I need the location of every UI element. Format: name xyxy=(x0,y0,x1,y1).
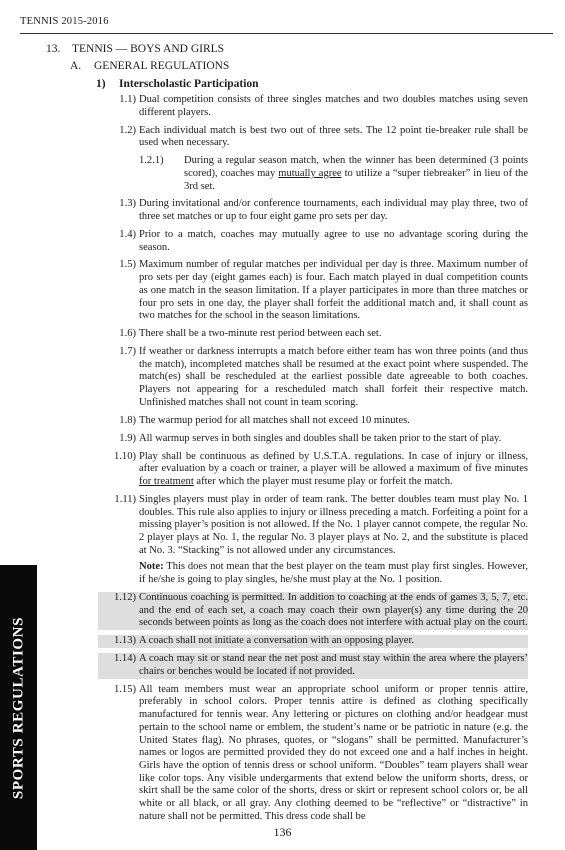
rule-item xyxy=(98,259,528,323)
rule-text: If weather or darkness interrupts a match before either team has won three points (and thus the match), incompleted matches shall be resumed at the exact point where suspended. The match(es) shall be rescheduled at the earliest possible date agreeable to both coaches. Players not appearing for a rescheduled match shall forfeit their respective match. Unfinished matches shall not count in team scoring. xyxy=(139,346,528,408)
rule-item xyxy=(98,346,528,410)
rule-text: There shall be a two-minute rest period between each set. xyxy=(139,328,382,340)
rule-item xyxy=(98,451,528,489)
note-text: This does not mean that the best player on the team must play first singles. However, if he/she is going to play singles, he/she must play at the No. 1 position. xyxy=(139,561,528,586)
rule-item xyxy=(98,229,528,254)
regulation-list xyxy=(98,94,528,829)
rule-number: 1.6) xyxy=(119,328,136,340)
rule-number: 1.10) xyxy=(114,450,136,462)
rule-text: Prior to a match, coaches may mutually agree to use no advantage scoring during the season. xyxy=(139,228,528,253)
page-number: 136 xyxy=(273,825,292,839)
rule-number: 1.1) xyxy=(119,94,136,105)
rule-number: 1.2) xyxy=(119,124,136,136)
rule-text-part: During a regular season match, when the winner has been determined (3 points scored), coaches may xyxy=(184,155,528,179)
rule-item xyxy=(98,125,528,150)
rule-text-part: to utilize a “super tiebreaker” in lieu of the 3rd set. xyxy=(184,167,528,192)
rule-item xyxy=(98,94,528,119)
rule-text: During invitational and/or conference tournaments, each individual may play three, two of three set matches or up to four eight game pro sets per day. xyxy=(139,198,528,222)
rule-text: The warmup period for all matches shall not exceed 10 minutes. xyxy=(139,414,410,426)
rule-item xyxy=(98,328,528,341)
header-rule xyxy=(20,33,553,34)
rule-item-highlighted xyxy=(98,592,528,630)
rule-text: All warmup serves in both singles and doubles shall be taken prior to the start of play. xyxy=(139,432,502,444)
subrule-item xyxy=(139,155,528,193)
rule-number: 1.4) xyxy=(119,228,136,240)
rule-number: 1.12) xyxy=(98,592,139,630)
rule-text: A coach shall not initiate a conversation with an opposing player. xyxy=(139,635,528,648)
rule-item-highlighted xyxy=(98,653,528,678)
running-head: TENNIS 2015-2016 xyxy=(20,16,109,27)
rule-item xyxy=(98,684,528,824)
rule-number: 1.3) xyxy=(119,198,136,210)
section-heading: TENNIS — BOYS AND GIRLS xyxy=(72,43,225,55)
rule-text: Maximum number of regular matches per individual per day is three. Maximum number of pro sets per day (eight games each) is four. Each match played in dual competition counts as one match in the season limitation. If a player participates in more than three matches or four pro sets in one day, the player shall forfeit the additional match and, it shall count as two matches for the school in the season limitations. xyxy=(139,259,528,322)
note-label: Note: xyxy=(139,561,164,573)
rule-number: 1.15) xyxy=(114,683,136,695)
rule-text: Each individual match is best two out of three sets. The 12 point tie-breaker rule shall be used when necessary. xyxy=(139,124,528,149)
rule-number: 1.2.1) xyxy=(139,155,164,167)
rule-note xyxy=(139,561,528,586)
rule-text-part: Singles players must play in order of team rank. The better doubles team must play No. 1 doubles. This rule also applies to injury or illness preceding a match. Forfeiting a point for a missing player’s position is not allowed. If the No. 1 player cannot compete, the regular No. 2 player plays at No. 1, the regular No. 3 player plays at No. 2, and the substitute is placed at No. 3. “Stacking” is not allowed under any circumstances. xyxy=(139,493,528,556)
part-number: 1) xyxy=(96,78,106,90)
rule-text-part: after which the player must resume play or forfeit the match. xyxy=(193,475,453,487)
rule-text xyxy=(139,451,528,489)
underlined-text: mutually agree xyxy=(278,167,342,179)
underlined-text: for treatment xyxy=(139,475,194,487)
section-title xyxy=(46,43,224,55)
rule-number: 1.8) xyxy=(119,414,136,426)
rule-number: 1.7) xyxy=(119,346,136,358)
part-title xyxy=(96,78,259,90)
subsection-number: A. xyxy=(70,60,82,72)
rule-text xyxy=(139,494,528,587)
subsection-heading: GENERAL REGULATIONS xyxy=(94,60,230,72)
side-tab-label: SPORTS REGULATIONS xyxy=(10,616,26,799)
rule-item xyxy=(98,415,528,428)
rule-number: 1.5) xyxy=(119,259,136,271)
section-number: 13. xyxy=(46,43,61,55)
rule-item-highlighted xyxy=(98,635,528,648)
subsection-title xyxy=(70,60,229,72)
rule-item xyxy=(98,198,528,223)
rule-text: All team members must wear an appropriate school uniform or proper tennis attire, preferably in school colors. Proper tennis attire is defined as clothing specifically manufactured for tennis wear. Any lettering or pictures on clothing and/or headgear must pertain to the school name or emblem, the student’s name or be patriotic in nature (e.g. the United States flag). No phrases, quotes, or “slogans” shall be permitted. Manufacturer’s names or logos are permitted provided they do not exceed one and a half inches in height. Girls have the option of tennis dress or school uniform. “Doubles” team players shall wear like color tops. Any visible undergarments that extend below the uniform shorts, dress, or skirt shall be the same color of the shorts, dress or skirt or represent school colors or, be all white or all black, or all gray. Any clothing deemed to be “reflective” or “distractive” in nature shall not be permitted. This dress code shall be xyxy=(139,683,528,822)
rule-item xyxy=(98,433,528,446)
part-heading: Interscholastic Participation xyxy=(119,78,259,90)
rule-item xyxy=(98,494,528,587)
rule-text: Continuous coaching is permitted. In addition to coaching at the ends of games 3, 5, 7, etc. and the end of each set, a coach may coach their own player(s) any time during the 20 seconds between points as long as the coach does not interfere with actual play on the court. xyxy=(139,591,528,629)
rule-number: 1.14) xyxy=(98,653,139,678)
rule-text xyxy=(184,155,528,193)
rule-text: Dual competition consists of three singles matches and two doubles matches using seven different players. xyxy=(139,94,528,118)
side-tab xyxy=(0,565,37,850)
rule-number: 1.9) xyxy=(119,432,136,444)
rule-text: A coach may sit or stand near the net post and must stay within the area where the players’ chairs or benches would be located if not provided. xyxy=(139,653,528,677)
rule-number: 1.11) xyxy=(114,493,136,505)
rule-number: 1.13) xyxy=(98,635,139,648)
rule-text-part: Play shall be continuous as defined by U.S.T.A. regulations. In case of injury or illness, after evaluation by a coach or trainer, a player will be allowed a maximum of five minutes xyxy=(139,450,528,475)
